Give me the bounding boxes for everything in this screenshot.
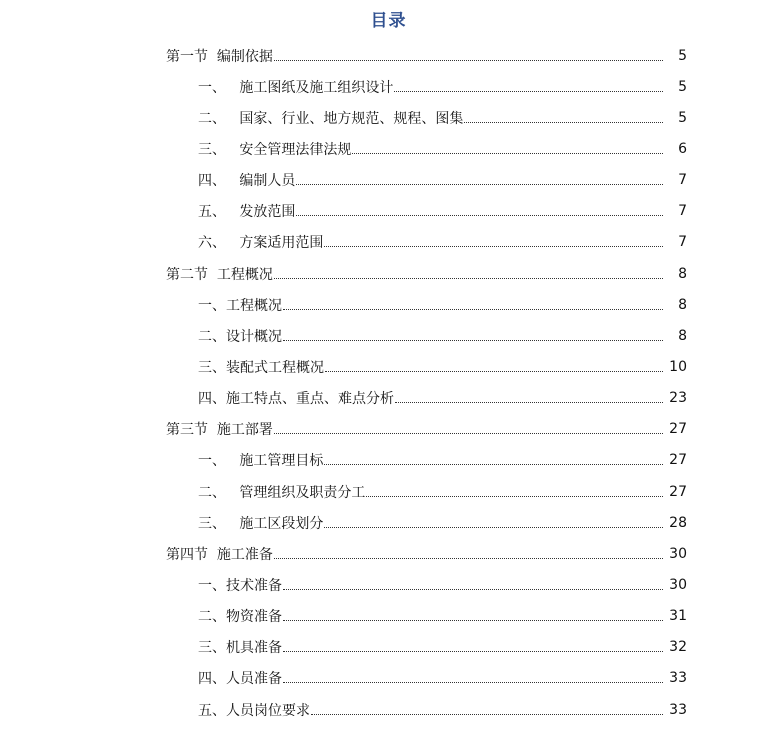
toc-page-number: 30 (669, 545, 687, 562)
toc-entry-label: 四、施工特点、重点、难点分析 (198, 391, 394, 408)
toc-entry-label: 六、 方案适用范围 (198, 235, 324, 252)
toc-page-number: 28 (669, 514, 687, 531)
toc-dot-leader (395, 402, 663, 403)
toc-subsection-entry[interactable] (0, 507, 777, 538)
toc-dot-leader (296, 215, 663, 216)
toc-subsection-entry[interactable] (0, 351, 777, 382)
toc-section-entry[interactable] (0, 258, 777, 289)
toc-page-number: 8 (678, 265, 687, 282)
toc-page-number: 7 (678, 172, 687, 189)
toc-page-number: 32 (669, 639, 687, 656)
toc-page-number: 30 (669, 576, 687, 593)
toc-section-entry[interactable] (0, 538, 777, 569)
toc-dot-leader (324, 246, 663, 247)
toc-dot-leader (283, 620, 663, 621)
toc-dot-leader (324, 464, 663, 465)
toc-subsection-entry[interactable] (0, 320, 777, 351)
toc-subsection-entry[interactable] (0, 663, 777, 694)
toc-subsection-entry[interactable] (0, 227, 777, 258)
toc-entry-label: 五、人员岗位要求 (198, 702, 310, 719)
toc-page-number: 33 (669, 670, 687, 687)
toc-entry-label: 一、技术准备 (198, 577, 282, 594)
toc-subsection-entry[interactable] (0, 694, 777, 725)
toc-section-entry[interactable] (0, 414, 777, 445)
toc-entry-label: 二、 国家、行业、地方规范、规程、图集 (198, 110, 464, 127)
toc-dot-leader (283, 682, 663, 683)
toc-title: 目录 (370, 11, 407, 31)
toc-section-entry[interactable] (0, 40, 777, 71)
toc-dot-leader (283, 309, 663, 310)
toc-page-number: 5 (678, 47, 687, 64)
toc-subsection-entry[interactable] (0, 102, 777, 133)
toc-subsection-entry[interactable] (0, 196, 777, 227)
toc-page-number: 27 (669, 452, 687, 469)
toc-page-number: 7 (678, 203, 687, 220)
toc-subsection-entry[interactable] (0, 569, 777, 600)
toc-entry-label: 二、 管理组织及职责分工 (198, 484, 366, 501)
toc-subsection-entry[interactable] (0, 71, 777, 102)
toc-dot-leader (394, 91, 663, 92)
toc-entry-label: 三、装配式工程概况 (198, 359, 324, 376)
toc-page-number: 23 (669, 390, 687, 407)
toc-entry-label: 第四节 施工准备 (166, 546, 273, 563)
toc-page-number: 10 (669, 358, 687, 375)
toc-entry-label: 第二节 工程概况 (166, 266, 273, 283)
toc-subsection-entry[interactable] (0, 133, 777, 164)
toc-dot-leader (274, 558, 663, 559)
toc-page-number: 31 (669, 608, 687, 625)
toc-entry-label: 四、 编制人员 (198, 173, 296, 190)
toc-dot-leader (324, 527, 663, 528)
toc-subsection-entry[interactable] (0, 476, 777, 507)
toc-dot-leader (274, 278, 663, 279)
toc-subsection-entry[interactable] (0, 601, 777, 632)
toc-entry-label: 一、 施工管理目标 (198, 453, 324, 470)
toc-entry-label: 一、 施工图纸及施工组织设计 (198, 79, 394, 96)
toc-page-number: 7 (678, 234, 687, 251)
toc-entry-label: 第一节 编制依据 (166, 48, 273, 65)
toc-page-number: 6 (678, 140, 687, 157)
toc-subsection-entry[interactable] (0, 289, 777, 320)
toc-entry-label: 一、工程概况 (198, 297, 282, 314)
toc-page-number: 33 (669, 701, 687, 718)
toc-page-number: 8 (678, 327, 687, 344)
toc-dot-leader (366, 496, 663, 497)
toc-entry-label: 第三节 施工部署 (166, 422, 273, 439)
toc-page-number: 5 (678, 78, 687, 95)
toc-entry-label: 二、设计概况 (198, 328, 282, 345)
toc-list (0, 40, 777, 725)
toc-entry-label: 五、 发放范围 (198, 204, 296, 221)
toc-dot-leader (311, 714, 663, 715)
toc-page-number: 8 (678, 296, 687, 313)
toc-entry-label: 三、 安全管理法律法规 (198, 141, 352, 158)
toc-entry-label: 三、机具准备 (198, 640, 282, 657)
toc-dot-leader (296, 184, 663, 185)
toc-dot-leader (464, 122, 663, 123)
toc-subsection-entry[interactable] (0, 383, 777, 414)
toc-dot-leader (352, 153, 663, 154)
toc-subsection-entry[interactable] (0, 445, 777, 476)
toc-dot-leader (274, 60, 663, 61)
toc-subsection-entry[interactable] (0, 165, 777, 196)
toc-dot-leader (283, 651, 663, 652)
toc-entry-label: 三、 施工区段划分 (198, 515, 324, 532)
toc-page-number: 27 (669, 421, 687, 438)
toc-dot-leader (283, 589, 663, 590)
toc-entry-label: 四、人员准备 (198, 671, 282, 688)
toc-page-number: 5 (678, 109, 687, 126)
toc-dot-leader (325, 371, 663, 372)
toc-page-number: 27 (669, 483, 687, 500)
toc-subsection-entry[interactable] (0, 632, 777, 663)
toc-entry-label: 二、物资准备 (198, 609, 282, 626)
toc-dot-leader (274, 433, 663, 434)
toc-dot-leader (283, 340, 663, 341)
